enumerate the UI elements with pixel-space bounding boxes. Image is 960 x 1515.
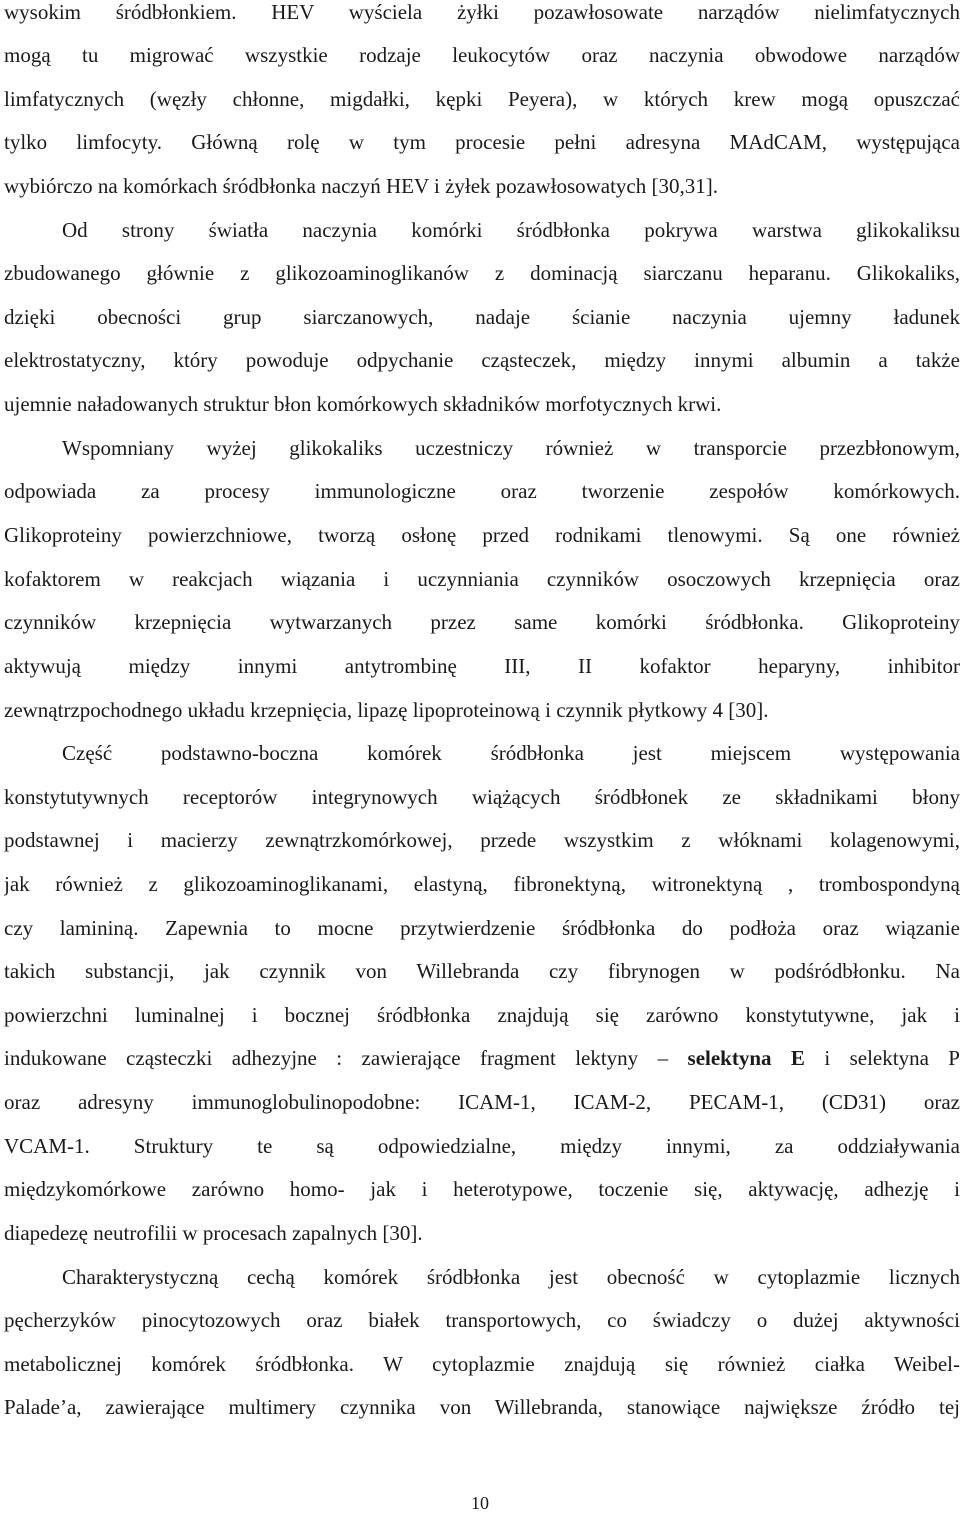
- text-line: takich substancji, jak czynnik von Willebranda czy fibrynogen w podśródbłonku. Na: [4, 959, 960, 983]
- text-line: tylko limfocyty. Główną rolę w tym procesie pełni adresyna MAdCAM, występująca: [4, 130, 960, 154]
- text-line: czynników krzepnięcia wytwarzanych przez same komórki śródbłonka. Glikoproteiny: [4, 610, 960, 634]
- text-line: diapedezę neutrofilii w procesach zapalnych [30].: [4, 1221, 423, 1245]
- text-line: odpowiada za procesy immunologiczne oraz tworzenie zespołów komórkowych.: [4, 479, 960, 503]
- text-line: kofaktorem w reakcjach wiązania i uczynniania czynników osoczowych krzepnięcia oraz: [4, 567, 960, 591]
- text-line: oraz adresyny immunoglobulinopodobne: ICAM-1, ICAM-2, PECAM-1, (CD31) oraz: [4, 1090, 960, 1114]
- text-line: międzykomórkowe zarówno homo- jak i heterotypowe, toczenie się, aktywację, adhezję i: [4, 1177, 960, 1201]
- paragraph-first-line: Od strony światła naczynia komórki śródbłonka pokrywa warstwa glikokaliksu: [62, 218, 960, 242]
- text-segment: i selektyna P: [804, 1046, 960, 1070]
- text-line: wysokim śródbłonkiem. HEV wyściela żyłki pozawłosowate narządów nielimfatycznych: [4, 0, 960, 24]
- text-line: aktywują między innymi antytrombinę III, II kofaktor heparyny, inhibitor: [4, 654, 960, 678]
- text-line: elektrostatyczny, który powoduje odpychanie cząsteczek, między innymi albumin a także: [4, 348, 960, 372]
- text-line: Palade’a, zawierające multimery czynnika von Willebranda, stanowiące największe źródło tej: [4, 1395, 960, 1419]
- text-line: czy lamininą. Zapewnia to mocne przytwierdzenie śródbłonka do podłoża oraz wiązanie: [4, 916, 960, 940]
- text-line: limfatycznych (węzły chłonne, migdałki, kępki Peyera), w których krew mogą opuszczać: [4, 87, 960, 111]
- text-line: dzięki obecności grup siarczanowych, nadaje ścianie naczynia ujemny ładunek: [4, 305, 960, 329]
- text-line: zewnątrzpochodnego układu krzepnięcia, lipazę lipoproteinową i czynnik płytkowy 4 [30].: [4, 698, 769, 722]
- text-line: pęcherzyków pinocytozowych oraz białek transportowych, co świadczy o dużej aktywności: [4, 1308, 960, 1332]
- text-line: mogą tu migrować wszystkie rodzaje leukocytów oraz naczynia obwodowe narządów: [4, 43, 960, 67]
- bold-term: selektyna E: [687, 1046, 805, 1070]
- text-line-with-bold: [4, 1043, 960, 1073]
- text-line: metabolicznej komórek śródbłonka. W cytoplazmie znajdują się również ciałka Weibel-: [4, 1352, 960, 1376]
- text-line: ujemnie naładowanych struktur błon komórkowych składników morfotycznych krwi.: [4, 392, 722, 416]
- paragraph-first-line: Wspomniany wyżej glikokaliks uczestniczy również w transporcie przezbłonowym,: [62, 436, 960, 460]
- text-line: zbudowanego głównie z glikozoaminoglikanów z dominacją siarczanu heparanu. Glikokaliks,: [4, 261, 960, 285]
- text-line: wybiórczo na komórkach śródbłonka naczyń HEV i żyłek pozawłosowatych [30,31].: [4, 174, 718, 198]
- paragraph-first-line: Charakterystyczną cechą komórek śródbłonka jest obecność w cytoplazmie licznych: [62, 1265, 960, 1289]
- text-line: VCAM-1. Struktury te są odpowiedzialne, między innymi, za oddziaływania: [4, 1134, 960, 1158]
- text-line: jak również z glikozoaminoglikanami, elastyną, fibronektyną, witronektyną , trombospondyną: [4, 872, 960, 896]
- text-line: Glikoproteiny powierzchniowe, tworzą osłonę przed rodnikami tlenowymi. Są one również: [4, 523, 960, 547]
- paragraph-first-line: Część podstawno-boczna komórek śródbłonka jest miejscem występowania: [62, 741, 960, 765]
- page-number: 10: [471, 1493, 489, 1513]
- text-line: podstawnej i macierzy zewnątrzkomórkowej, przede wszystkim z włóknami kolagenowymi,: [4, 828, 960, 852]
- text-line: konstytutywnych receptorów integrynowych wiążących śródbłonek ze składnikami błony: [4, 785, 960, 809]
- text-segment: indukowane cząsteczki adhezyjne : zawierające fragment lektyny –: [4, 1046, 688, 1070]
- text-line: powierzchni luminalnej i bocznej śródbłonka znajdują się zarówno konstytutywne, jak i: [4, 1003, 960, 1027]
